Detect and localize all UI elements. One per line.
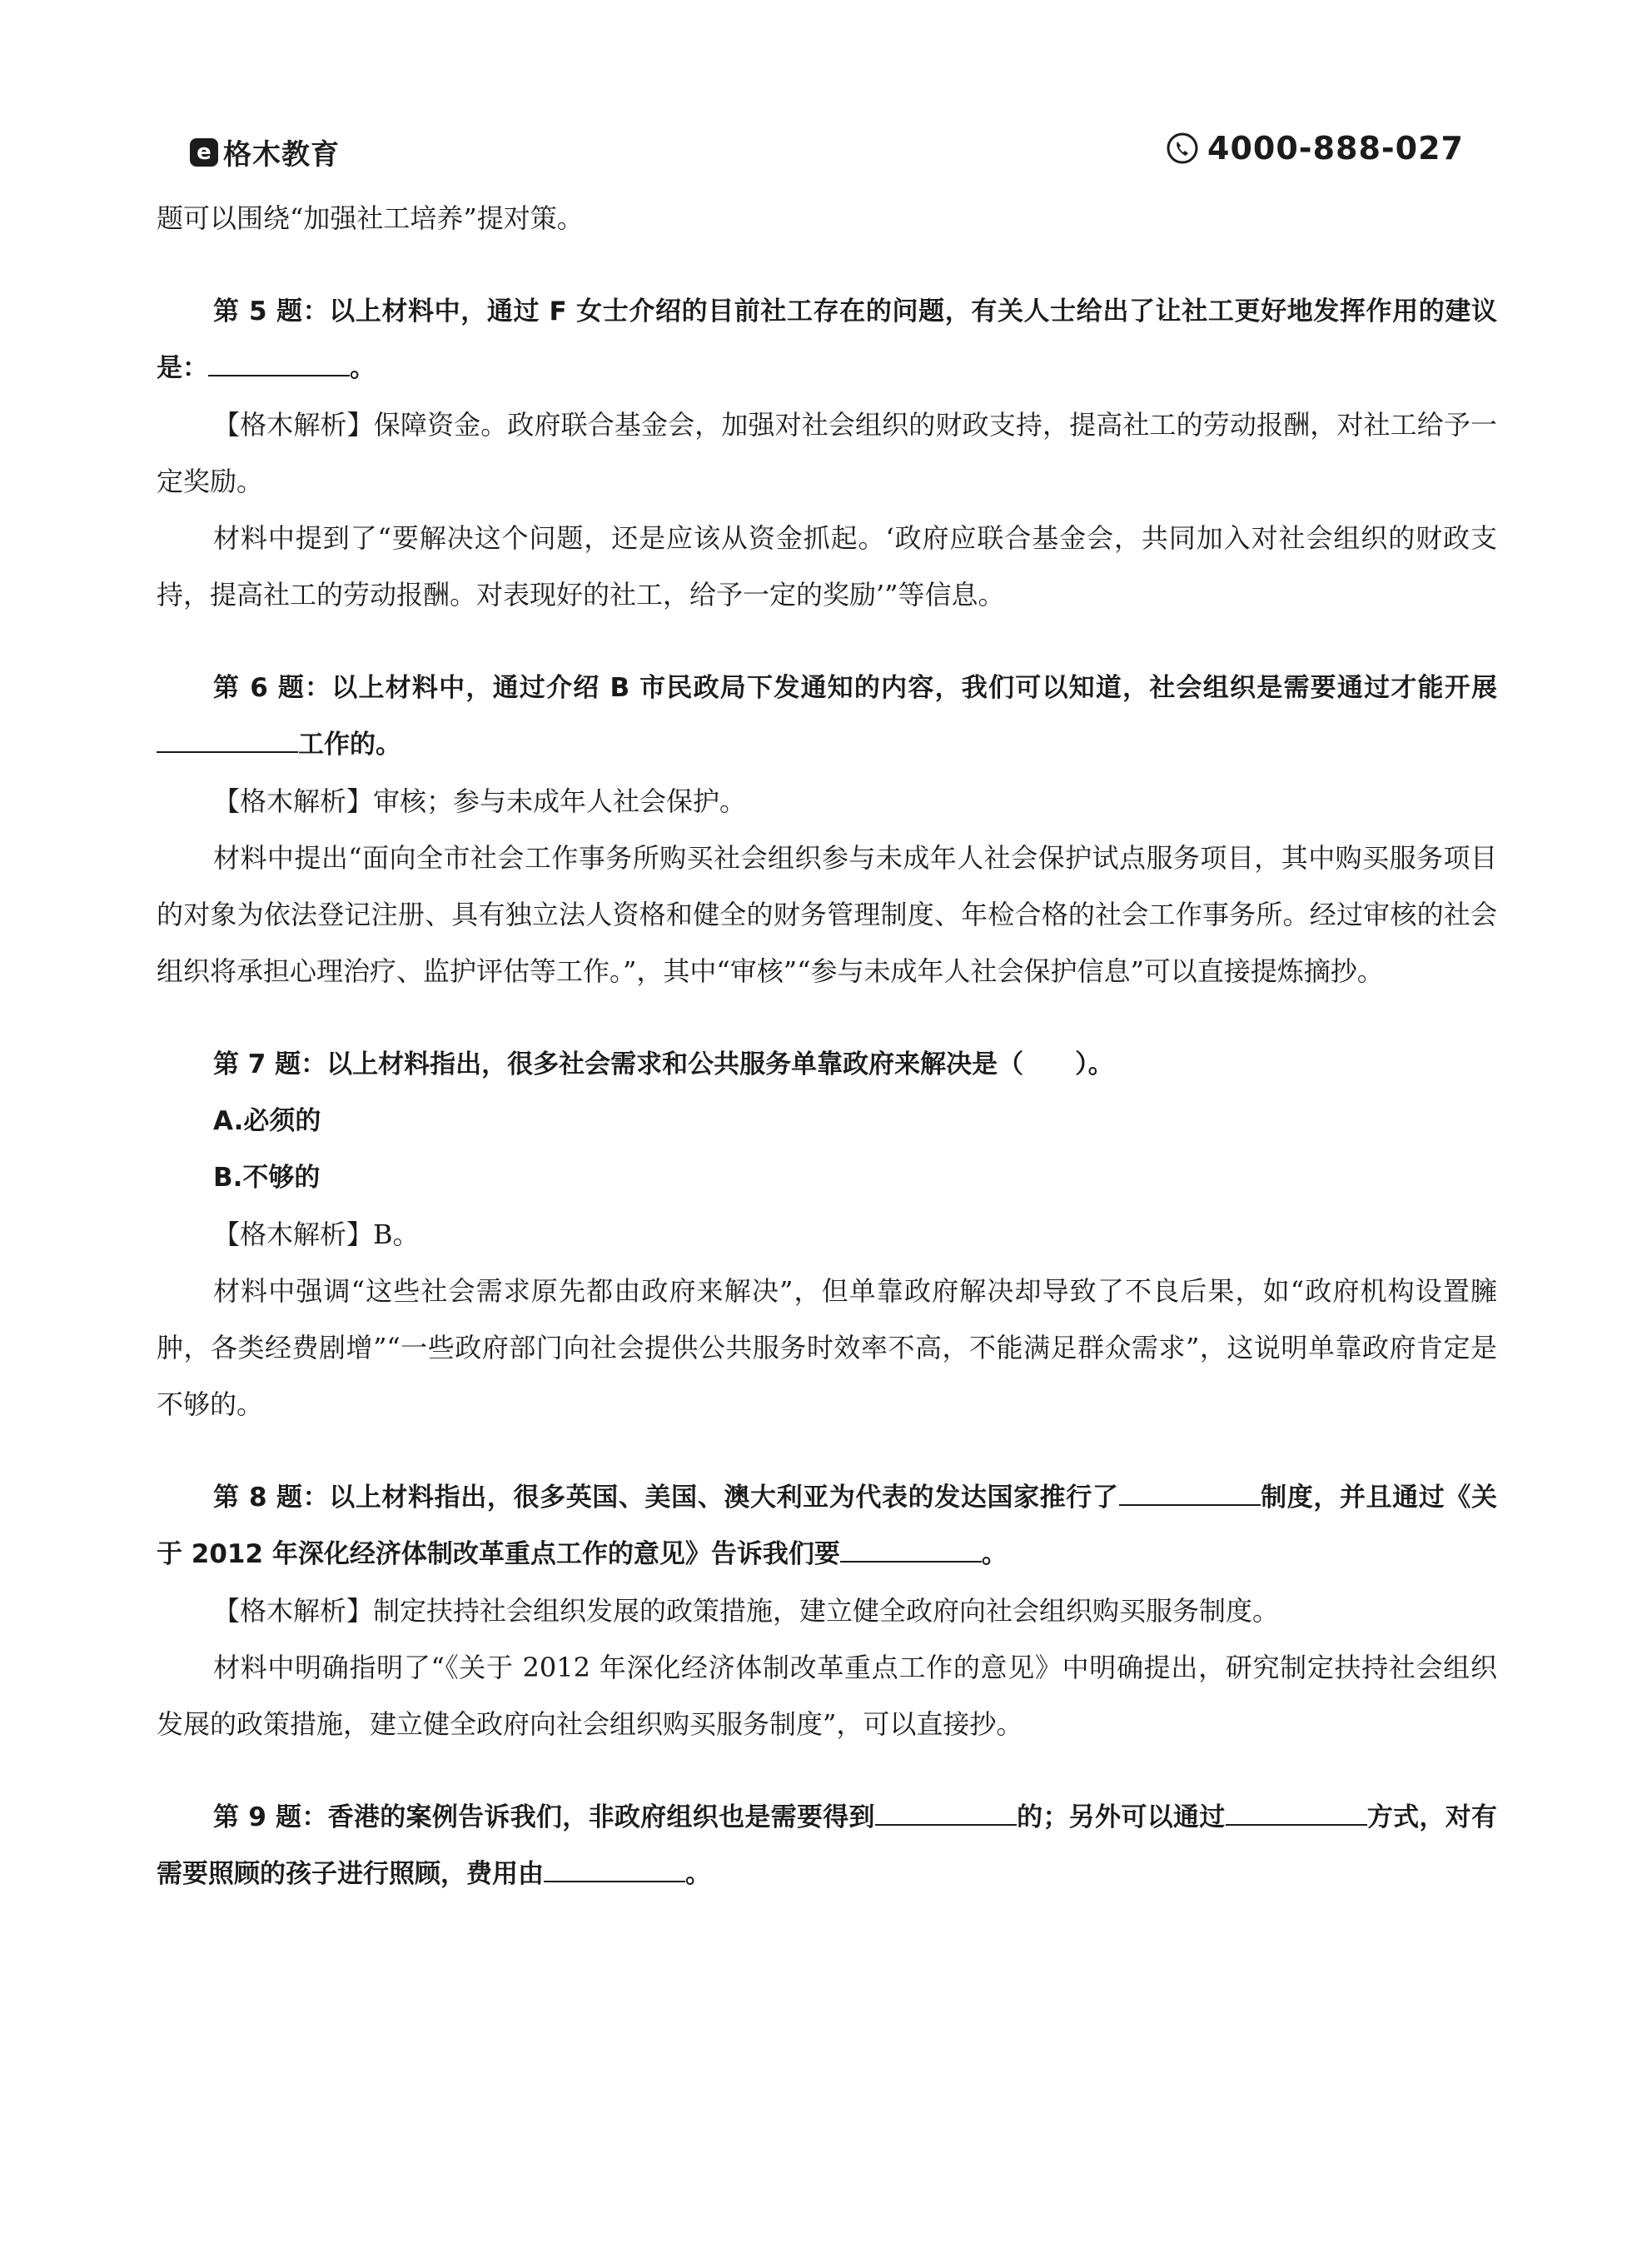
question-7-option-a: A.必须的 — [213, 1106, 321, 1136]
answer-blank — [157, 728, 298, 753]
question-8-text-2: 制度，并且通过《关于 2012 年深化经济体制改革重点工作的意见》告诉我们要 — [157, 1483, 1498, 1569]
question-8-end: 。 — [981, 1539, 1008, 1569]
question-8-analysis: 【格木解析】制定扶持社会组织发展的政策措施，建立健全政府向社会组织购买服务制度。 — [213, 1595, 1280, 1627]
question-9-text: 第 9 题：香港的案例告诉我们，非政府组织也是需要得到 — [213, 1802, 875, 1832]
question-7: 第 7 题：以上材料指出，很多社会需求和公共服务单靠政府来解决是（ ）。 — [213, 1049, 1114, 1079]
answer-blank — [208, 351, 350, 376]
question-5-material: 材料中提到了“要解决这个问题，还是应该从资金抓起。‘政府应联合基金会，共同加入对社会组织的财政支持，提高社工的劳动报酬。对表现好的社工，给予一定的奖励’”等信息。 — [157, 522, 1497, 611]
answer-blank — [544, 1857, 685, 1882]
logo-mark-icon: e — [190, 138, 218, 167]
question-9-text-3: 方式，对有需要照顾的孩子进行照顾，费用由 — [157, 1802, 1498, 1889]
question-6-analysis: 【格木解析】审核；参与未成年人社会保护。 — [213, 785, 747, 817]
question-5-end: 。 — [350, 353, 376, 383]
question-5-analysis: 【格木解析】保障资金。政府联合基金会，加强对社会组织的财政支持，提高社工的劳动报酬，对社工给予一定奖励。 — [157, 409, 1497, 497]
phone-number: 4000-888-027 — [1207, 130, 1464, 167]
question-8-text: 第 8 题：以上材料指出，很多英国、美国、澳大利亚为代表的发达国家推行了 — [213, 1483, 1119, 1513]
answer-blank — [1119, 1481, 1261, 1506]
answer-blank — [1226, 1801, 1367, 1826]
question-8-material: 材料中明确指明了“《关于 2012 年深化经济体制改革重点工作的意见》中明确提出，研究制定扶持社会组织发展的政策措施，建立健全政府向社会组织购买服务制度”，可以直接抄。 — [157, 1652, 1497, 1740]
logo-text: 格木教育 — [223, 138, 340, 172]
page-header — [190, 125, 1464, 183]
phone-icon — [1166, 132, 1199, 165]
question-6-text: 第 6 题：以上材料中，通过介绍 B 市民政局下发通知的内容，我们可以知道，社会组织是需要通过才能开展 — [213, 673, 1497, 703]
phone-contact — [1166, 130, 1464, 167]
question-5 — [157, 283, 1497, 396]
continuation-text: 题可以围绕“加强社工培养”提对策。 — [157, 202, 584, 234]
question-5-text: 第 5 题：以上材料中，通过 F 女士介绍的目前社工存在的问题，有关人士给出了让社工更好地发挥作用的建议是： — [157, 297, 1497, 383]
question-6-material: 材料中提出“面向全市社会工作事务所购买社会组织参与未成年人社会保护试点服务项目，其中购买服务项目的对象为依法登记注册、具有独立法人资格和健全的财务管理制度、年检合格的社会工作事务所。经过审核的社会组织将承担心理治疗、监护评估等工作。”，其中“审核”“参与未成年人社会保护信息”可以直接提炼摘抄。 — [157, 842, 1497, 987]
answer-blank — [840, 1538, 982, 1563]
question-7-option-b: B.不够的 — [213, 1163, 321, 1193]
brand-logo — [190, 132, 340, 172]
question-9-end: 。 — [685, 1859, 711, 1889]
document-body — [157, 190, 1497, 1902]
question-7-material: 材料中强调“这些社会需求原先都由政府来解决”，但单靠政府解决却导致了不良后果，如“政府机构设置臃肿，各类经费剧增”“一些政府部门向社会提供公共服务时效率不高，不能满足群众需求”，这说明单靠政府肯定是不够的。 — [157, 1275, 1497, 1420]
question-6-end: 工作的。 — [298, 730, 401, 760]
question-8 — [157, 1469, 1497, 1583]
question-9-text-2: 的；另外可以通过 — [1016, 1802, 1226, 1832]
question-9 — [157, 1789, 1497, 1902]
question-6 — [157, 660, 1497, 773]
answer-blank — [875, 1801, 1017, 1826]
question-7-analysis: 【格木解析】B。 — [213, 1219, 420, 1250]
